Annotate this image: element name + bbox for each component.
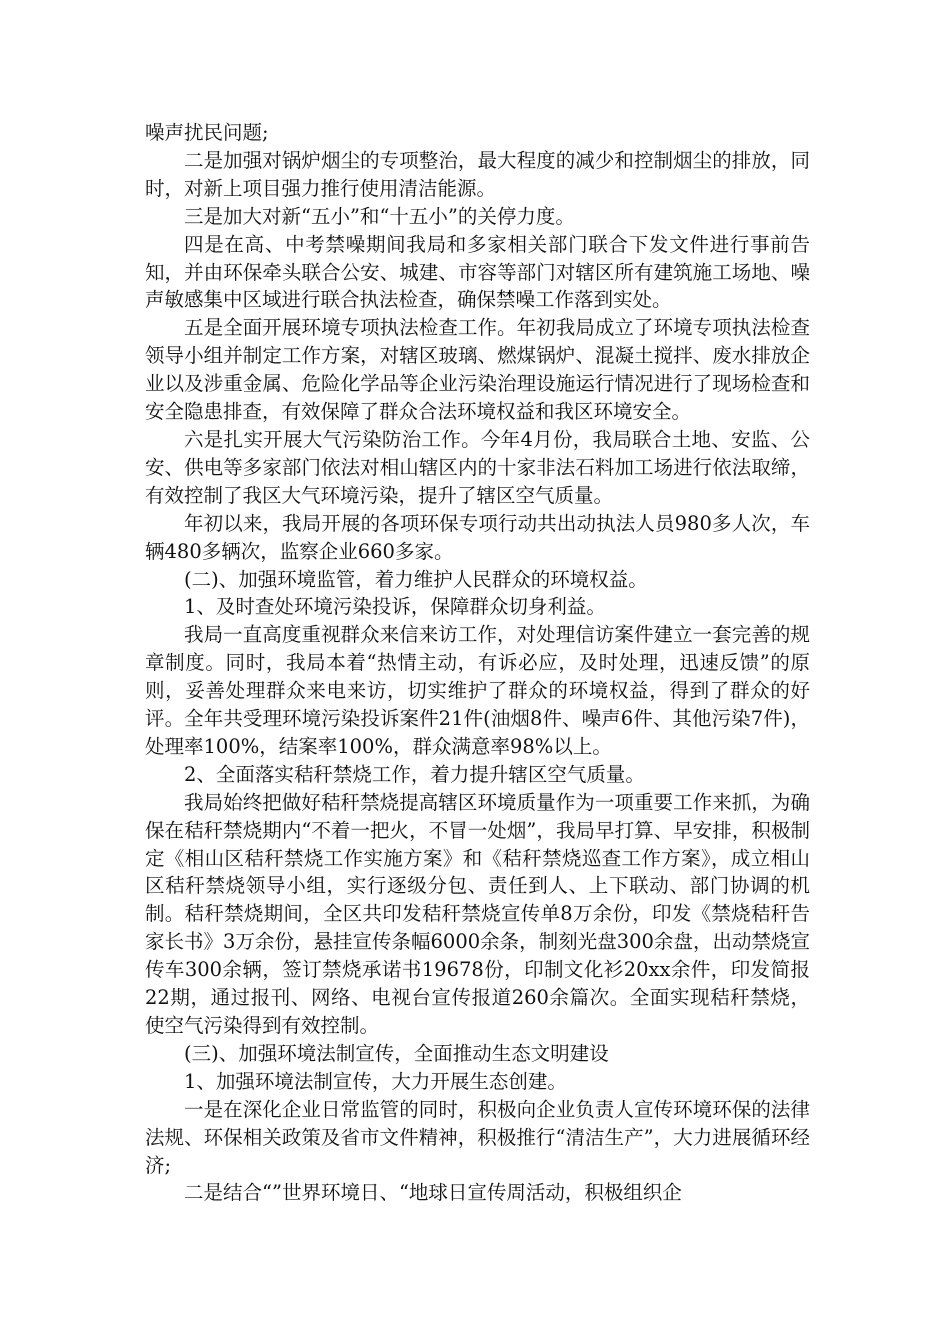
subheading-straw-burning: 2、全面落实秸秆禁烧工作，着力提升辖区空气质量。 (184, 762, 645, 786)
section-heading-2: (二)、加强环境监管，着力维护人民群众的环境权益。 (184, 567, 648, 591)
paragraph-air-pollution: 六是扎实开展大气污染防治工作。今年4月份，我局联合土地、安监、公安、供电等多家部门依法对相山辖区内的十家非法石料加工场进行依法取缔，有效控制了我区大气环境污染，提升了辖区空气质量。 (145, 427, 810, 507)
paragraph-straw-burning: 我局始终把做好秸秆禁烧提高辖区环境质量作为一项重要工作来抓，为确保在秸秆禁烧期内“不着一把火，不冒一处烟”，我局早打算、早安排，积极制定《相山区秸秆禁烧工作实施方案》和《秸秆禁烧巡查工作方案》，成立相山区秸秆禁烧领导小组，实行逐级分包、责任到人、上下联动、部门协调的机制。秸秆禁烧期间，全区共印发秸秆禁烧宣传单8万余份，印发《禁烧秸秆告家长书》3万余份，悬挂宣传条幅6000余条，制刻光盘300余盘，出动禁烧宣传车300余辆，签订禁烧承诺书19678份，印制文化衫20xx余件，印发简报22期，通过报刊、网络、电视台宣传报道260余篇次。全面实现秸秆禁烧，使空气污染得到有效控制。 (145, 790, 810, 1037)
paragraph-small-enterprises: 三是加大对新“五小”和“十五小”的关停力度。 (184, 204, 575, 228)
subheading-legal-publicity: 1、加强环境法制宣传，大力开展生态创建。 (184, 1069, 567, 1093)
paragraph-enterprise-publicity: 一是在深化企业日常监管的同时，积极向企业负责人宣传环境环保的法律法规、环保相关政策及省市文件精神，积极推行“清洁生产”，大力进展循环经济; (145, 1097, 810, 1177)
subheading-complaints: 1、及时查处环境污染投诉，保障群众切身利益。 (184, 595, 606, 619)
paragraph-environment-day: 二是结合“”世界环境日、“地球日宣传周活动，积极组织企 (184, 1181, 682, 1205)
paragraph-special-inspection: 五是全面开展环境专项执法检查工作。年初我局成立了环境专项执法检查领导小组并制定工作方案，对辖区玻璃、燃煤锅炉、混凝土搅拌、废水排放企业以及涉重金属、危险化学品等企业污染治理设施运行情况进行了现场检查和安全隐患排查，有效保障了群众合法环境权益和我区环境安全。 (145, 316, 810, 424)
section-heading-3: (三)、加强环境法制宣传，全面推动生态文明建设 (184, 1041, 609, 1065)
paragraph-continuation: 噪声扰民问题; (145, 121, 269, 144)
paragraph-boiler-dust: 二是加强对锅炉烟尘的专项整治，最大程度的减少和控制烟尘的排放，同时，对新上项目强力推行使用清洁能源。 (145, 148, 810, 200)
paragraph-enforcement-stats: 年初以来，我局开展的各项环保专项行动共出动执法人员980多人次，车辆480多辆次，监察企业660多家。 (145, 511, 810, 563)
paragraph-complaints: 我局一直高度重视群众来信来访工作，对处理信访案件建立一套完善的规章制度。同时，我局本着“热情主动，有诉必应，及时处理，迅速反馈”的原则，妥善处理群众来电来访，切实维护了群众的环境权益，得到了群众的好评。全年共受理环境污染投诉案件21件(油烟8件、噪声6件、其他污染7件)，处理率100%，结案率100%，群众满意率98%以上。 (145, 623, 810, 758)
paragraph-exam-noise: 四是在高、中考禁噪期间我局和多家相关部门联合下发文件进行事前告知，并由环保牵头联合公安、城建、市容等部门对辖区所有建筑施工场地、噪声敏感集中区域进行联合执法检查，确保禁噪工作落到实处。 (145, 232, 810, 312)
document-body (145, 119, 810, 1207)
